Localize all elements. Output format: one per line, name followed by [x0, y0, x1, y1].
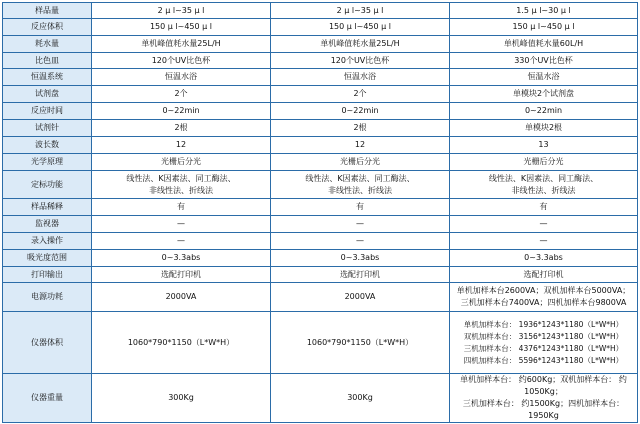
spec-cell-line: 非线性法、折线法: [149, 185, 213, 195]
spec-cell: —: [450, 216, 638, 233]
row-label: 样品稀释: [3, 199, 92, 216]
spec-cell: 单模块2个试剂盘: [450, 86, 638, 103]
spec-cell: 2个: [92, 86, 271, 103]
spec-cell: 有: [92, 199, 271, 216]
spec-cell: 150 μ l~450 μ l: [92, 19, 271, 36]
row-label: 波长数: [3, 137, 92, 154]
spec-cell: —: [450, 233, 638, 250]
spec-cell: 恒温水浴: [92, 69, 271, 86]
spec-cell: 光栅后分光: [92, 154, 271, 171]
spec-cell: 有: [271, 199, 450, 216]
spec-cell: 单机峰值耗水量60L/H: [450, 36, 638, 53]
row-label: 吸光度范围: [3, 250, 92, 267]
spec-cell-line: 三机加样本台： 4376*1243*1180（L*W*H）: [463, 343, 624, 353]
row-label: 打印输出: [3, 267, 92, 283]
table-row: [3, 86, 638, 103]
table-row: [3, 233, 638, 250]
table-row: [3, 267, 638, 283]
spec-cell-line: 单机加样本台： 1936*1243*1180（L*W*H）: [463, 319, 624, 329]
spec-cell: [450, 171, 638, 199]
spec-cell: —: [92, 216, 271, 233]
spec-cell-line: 单机加样本台： 约600Kg；双机加样本台： 约1050Kg；: [460, 375, 627, 396]
spec-cell: 选配打印机: [271, 267, 450, 283]
spec-cell: 2根: [271, 120, 450, 137]
table-row: [3, 154, 638, 171]
spec-cell-line: 双机加样本台： 3156*1243*1180（L*W*H）: [463, 331, 624, 341]
table-row: [3, 3, 638, 19]
spec-table: [2, 2, 638, 423]
spec-cell: 0~22min: [450, 103, 638, 120]
spec-cell-line: 单机加样本台2600VA；双机加样本台5000VA；: [456, 286, 631, 295]
spec-cell-line: 三机加样本台7400VA；四机加样本台9800VA: [460, 298, 627, 307]
spec-cell: 0~22min: [92, 103, 271, 120]
spec-cell: [450, 312, 638, 374]
spec-cell: 2000VA: [271, 283, 450, 312]
spec-cell: 单机峰值耗水量25L/H: [92, 36, 271, 53]
table-row: [3, 374, 638, 423]
table-row: [3, 171, 638, 199]
row-label: 监视器: [3, 216, 92, 233]
row-label: 定标功能: [3, 171, 92, 199]
row-label: 仪器体积: [3, 312, 92, 374]
row-label: 仪器重量: [3, 374, 92, 423]
spec-cell: 2个: [271, 86, 450, 103]
spec-cell: 300Kg: [271, 374, 450, 423]
spec-cell: 120个UV比色杯: [271, 53, 450, 69]
spec-cell-line: 三机加样本台： 约1500Kg；四机加样本台： 1950Kg: [462, 399, 625, 420]
spec-cell: 300Kg: [92, 374, 271, 423]
row-label: 耗水量: [3, 36, 92, 53]
spec-cell: 2000VA: [92, 283, 271, 312]
spec-cell: 光栅后分光: [271, 154, 450, 171]
spec-cell: 恒温水浴: [271, 69, 450, 86]
row-label: 试剂盘: [3, 86, 92, 103]
spec-cell: 选配打印机: [450, 267, 638, 283]
spec-cell: 单机峰值耗水量25L/H: [271, 36, 450, 53]
spec-cell: 13: [450, 137, 638, 154]
row-label: 反应时间: [3, 103, 92, 120]
spec-cell-line: 非线性法、折线法: [328, 185, 392, 195]
spec-cell: 330个UV比色杯: [450, 53, 638, 69]
spec-cell-line: 线性法、K因素法、同工酶法、: [305, 173, 415, 183]
spec-cell: 12: [271, 137, 450, 154]
spec-cell: 1060*790*1150（L*W*H）: [92, 312, 271, 374]
spec-cell: 0~3.3abs: [92, 250, 271, 267]
spec-cell: 150 μ l~450 μ l: [271, 19, 450, 36]
spec-cell: 恒温水浴: [450, 69, 638, 86]
spec-cell: 有: [450, 199, 638, 216]
table-row: [3, 19, 638, 36]
spec-cell: —: [271, 233, 450, 250]
row-label: 试剂针: [3, 120, 92, 137]
spec-cell: [450, 374, 638, 423]
table-row: [3, 53, 638, 69]
table-row: [3, 36, 638, 53]
table-row: [3, 216, 638, 233]
row-label: 电源功耗: [3, 283, 92, 312]
row-label: 恒温系统: [3, 69, 92, 86]
spec-cell: 2 μ l~35 μ l: [92, 3, 271, 19]
spec-cell-line: 线性法、K因素法、同工酶法、: [488, 173, 599, 183]
table-row: [3, 312, 638, 374]
spec-cell: [450, 283, 638, 312]
spec-cell: 0~3.3abs: [450, 250, 638, 267]
spec-cell-line: 四机加样本台： 5596*1243*1180（L*W*H）: [463, 355, 624, 365]
table-row: [3, 283, 638, 312]
table-row: [3, 199, 638, 216]
spec-cell: 2 μ l~35 μ l: [271, 3, 450, 19]
spec-cell: 120个UV比色杯: [92, 53, 271, 69]
table-row: [3, 137, 638, 154]
table-row: [3, 69, 638, 86]
row-label: 样品量: [3, 3, 92, 19]
spec-cell: 0~3.3abs: [271, 250, 450, 267]
table-row: [3, 250, 638, 267]
spec-cell: —: [92, 233, 271, 250]
spec-cell: 12: [92, 137, 271, 154]
spec-cell: 0~22min: [271, 103, 450, 120]
spec-cell: [92, 171, 271, 199]
table-row: [3, 120, 638, 137]
spec-cell: [271, 171, 450, 199]
row-label: 反应体积: [3, 19, 92, 36]
row-label: 比色皿: [3, 53, 92, 69]
row-label: 光学原理: [3, 154, 92, 171]
spec-cell: 选配打印机: [92, 267, 271, 283]
spec-cell: 1.5 μ l~30 μ l: [450, 3, 638, 19]
spec-cell: 150 μ l~450 μ l: [450, 19, 638, 36]
spec-cell: 单模块2根: [450, 120, 638, 137]
spec-cell: —: [271, 216, 450, 233]
spec-cell: 光栅后分光: [450, 154, 638, 171]
spec-cell: 1060*790*1150（L*W*H）: [271, 312, 450, 374]
spec-cell-line: 线性法、K因素法、同工酶法、: [126, 173, 236, 183]
row-label: 录入操作: [3, 233, 92, 250]
spec-cell: 2根: [92, 120, 271, 137]
spec-cell-line: 非线性法、折线法: [511, 185, 576, 195]
table-row: [3, 103, 638, 120]
